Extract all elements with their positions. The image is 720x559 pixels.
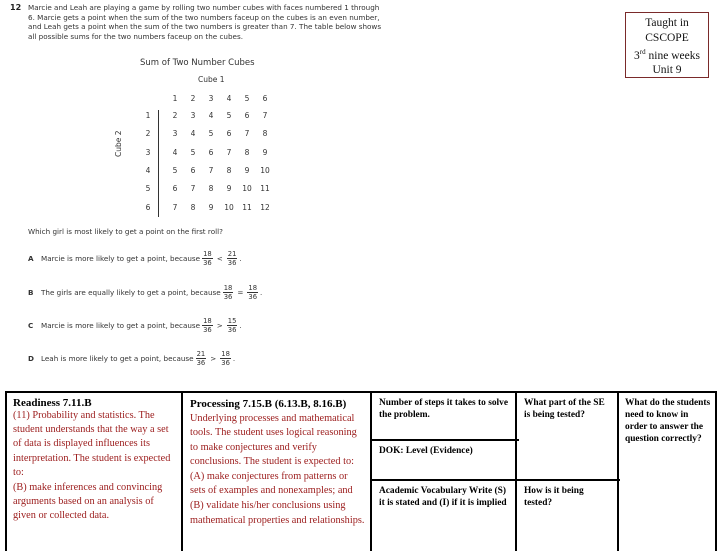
fraction-left [223, 284, 234, 301]
choice-text: Leah is more likely to get a point, because [41, 354, 194, 363]
steps-cell: Number of steps it takes to solve the problem. [379, 398, 508, 420]
sum-cell: 9 [244, 165, 250, 175]
sum-cell: 9 [208, 202, 214, 212]
col-header: 4 [226, 94, 232, 103]
sum-cell: 4 [190, 129, 196, 139]
sum-cell: 5 [208, 129, 214, 139]
sum-cell: 8 [190, 202, 196, 212]
col-header: 1 [172, 94, 178, 103]
taught-line4: Unit 9 [652, 64, 682, 77]
choice-text: The girls are equally likely to get a point, because [41, 288, 221, 297]
taught-line1: Taught in [645, 17, 689, 29]
denominator: 36 [196, 359, 206, 367]
sum-cell: 7 [244, 129, 250, 139]
numerator: 18 [248, 284, 258, 292]
processing-heading: Processing 7.15.B (6.13.B, 8.16.B) [190, 398, 347, 410]
sum-cell: 2 [172, 111, 178, 120]
numerator: 15 [227, 317, 237, 325]
steps-dok-vocab-cell [370, 393, 519, 551]
sum-cell: 11 [242, 202, 252, 212]
se-part-cell: What part of the SE is being tested? [524, 398, 605, 420]
processing-cell [181, 393, 372, 551]
sum-cell: 6 [172, 184, 178, 194]
sum-table-title: Sum of Two Number Cubes [140, 58, 255, 68]
sum-cell: 3 [190, 111, 196, 120]
se-how-cell [515, 393, 620, 551]
row-header: 1 [145, 111, 151, 120]
processing-p2: (A) make conjectures from patterns or sets of examples and nonexamples; and [190, 471, 353, 497]
sum-cell: 4 [208, 111, 214, 120]
how-tested-cell: How is it being tested? [517, 479, 620, 559]
readiness-p2: (B) make inferences and convincing arguments based on an analysis of given or collected data. [13, 482, 163, 522]
numerator: 18 [221, 350, 230, 358]
comparison-operator: < [216, 254, 223, 263]
sum-cell: 8 [208, 184, 214, 194]
sum-cell: 8 [226, 165, 232, 175]
sum-cell: 6 [208, 147, 214, 157]
question-text: Marcie and Leah are playing a game by rolling two number cubes with faces numbered 1 through 6. Marcie gets a point when the sum of the two numbers faceup on the cubes is an even number, and Leah gets a point when the sum of the two numbers is greater than 7. The table below shows all possible sums for the two numbers faceup on the cubes. [28, 3, 382, 41]
choice-letter: C [28, 321, 34, 330]
taught-ordinal-suffix: rd [639, 48, 646, 56]
row-header: 2 [145, 129, 151, 139]
row-header: 3 [145, 147, 151, 157]
period: . [239, 321, 242, 330]
sum-cell: 7 [190, 184, 196, 194]
cube1-label: Cube 1 [198, 75, 225, 84]
answer-choice-a[interactable] [28, 250, 242, 267]
fraction-right [227, 250, 238, 267]
taught-ordinal: 3 [634, 49, 640, 62]
comparison-operator: > [210, 354, 217, 363]
col-header: 2 [190, 94, 196, 103]
sum-cell: 5 [172, 165, 178, 175]
sum-cell: 10 [242, 184, 252, 194]
period: . [232, 354, 236, 363]
taught-line2: CSCOPE [645, 31, 689, 44]
denominator: 36 [203, 326, 212, 334]
question-prompt: Which girl is most likely to get a point on the first roll? [28, 227, 223, 236]
sum-cell: 10 [260, 165, 270, 175]
readiness-p1: (11) Probability and statistics. The student understands that the way a set of data is displayed influences its interpretation. The student is expected to: [13, 410, 171, 478]
denominator: 36 [223, 293, 233, 301]
fraction-right [247, 284, 258, 301]
sum-cell: 7 [172, 202, 178, 212]
answer-choice-d[interactable] [28, 350, 235, 367]
col-header: 5 [244, 94, 250, 103]
processing-body [190, 397, 365, 528]
sum-cell: 9 [226, 184, 232, 194]
denominator: 36 [227, 259, 237, 267]
fraction-right [220, 350, 231, 367]
numerator: 18 [203, 250, 212, 258]
readiness-cell [7, 393, 182, 551]
sum-cell: 7 [226, 147, 232, 157]
sum-cell: 9 [262, 147, 268, 157]
denominator: 36 [203, 259, 212, 267]
period: . [260, 288, 263, 297]
fraction-left [202, 250, 213, 267]
denominator: 36 [221, 359, 230, 367]
fraction-right [227, 317, 238, 334]
row-header: 4 [145, 165, 151, 175]
sum-cell: 12 [260, 202, 270, 212]
col-header: 6 [262, 94, 268, 103]
sum-cell: 11 [260, 184, 270, 194]
comparison-operator: > [216, 321, 223, 330]
readiness-heading: Readiness 7.11.B [13, 397, 92, 409]
processing-p3: (B) validate his/her conclusions using mathematical properties and relationships. [190, 500, 365, 526]
choice-letter: B [28, 288, 34, 297]
comparison-operator: = [237, 288, 244, 297]
row-header: 6 [145, 202, 151, 212]
choice-text: Marcie is more likely to get a point, because [41, 254, 201, 263]
numerator: 18 [223, 284, 233, 292]
processing-p1: Underlying processes and mathematical tools. The student uses logical reasoning to make conjectures and verify conclusions. The student is expected to: [190, 413, 357, 467]
analysis-grid [5, 391, 717, 551]
sum-cell: 3 [172, 129, 178, 139]
sum-cell: 6 [226, 129, 232, 139]
denominator: 36 [227, 326, 237, 334]
fraction-left [202, 317, 213, 334]
choice-text: Marcie is more likely to get a point, because [41, 321, 201, 330]
sum-cell: 7 [262, 111, 268, 120]
sum-cell: 8 [262, 129, 268, 139]
sum-cell: 7 [208, 165, 214, 175]
sum-cell: 6 [190, 165, 196, 175]
col-header: 3 [208, 94, 214, 103]
choice-letter: A [28, 254, 34, 263]
taught-line3 [626, 45, 708, 63]
sum-cell: 8 [244, 147, 250, 157]
answer-choice-c[interactable] [28, 317, 242, 334]
question-number: 12 [10, 3, 22, 12]
period: . [239, 254, 242, 263]
sum-cell: 4 [172, 147, 178, 157]
taught-in-box [625, 12, 709, 78]
choice-letter: D [28, 354, 34, 363]
denominator: 36 [248, 293, 258, 301]
dok-cell: DOK: Level (Evidence) [372, 439, 519, 481]
numerator: 18 [203, 317, 212, 325]
need-to-know-cell: What do the students need to know in order to answer the question correctly? [617, 393, 717, 551]
row-header: 5 [145, 184, 151, 194]
numerator: 21 [196, 350, 206, 358]
sum-table-divider [158, 110, 159, 217]
sum-cell: 10 [224, 202, 234, 212]
fraction-left [196, 350, 207, 367]
sum-cell: 6 [244, 111, 250, 120]
readiness-body [13, 409, 176, 524]
sum-cell: 5 [190, 147, 196, 157]
cube2-label: Cube 2 [114, 130, 123, 157]
taught-nine-weeks: nine weeks [645, 49, 700, 62]
answer-choice-b[interactable] [28, 284, 262, 301]
sum-cell: 5 [226, 111, 232, 120]
numerator: 21 [227, 250, 237, 258]
vocab-cell: Academic Vocabulary Write (S) it is stated and (I) if it is implied [372, 479, 519, 559]
